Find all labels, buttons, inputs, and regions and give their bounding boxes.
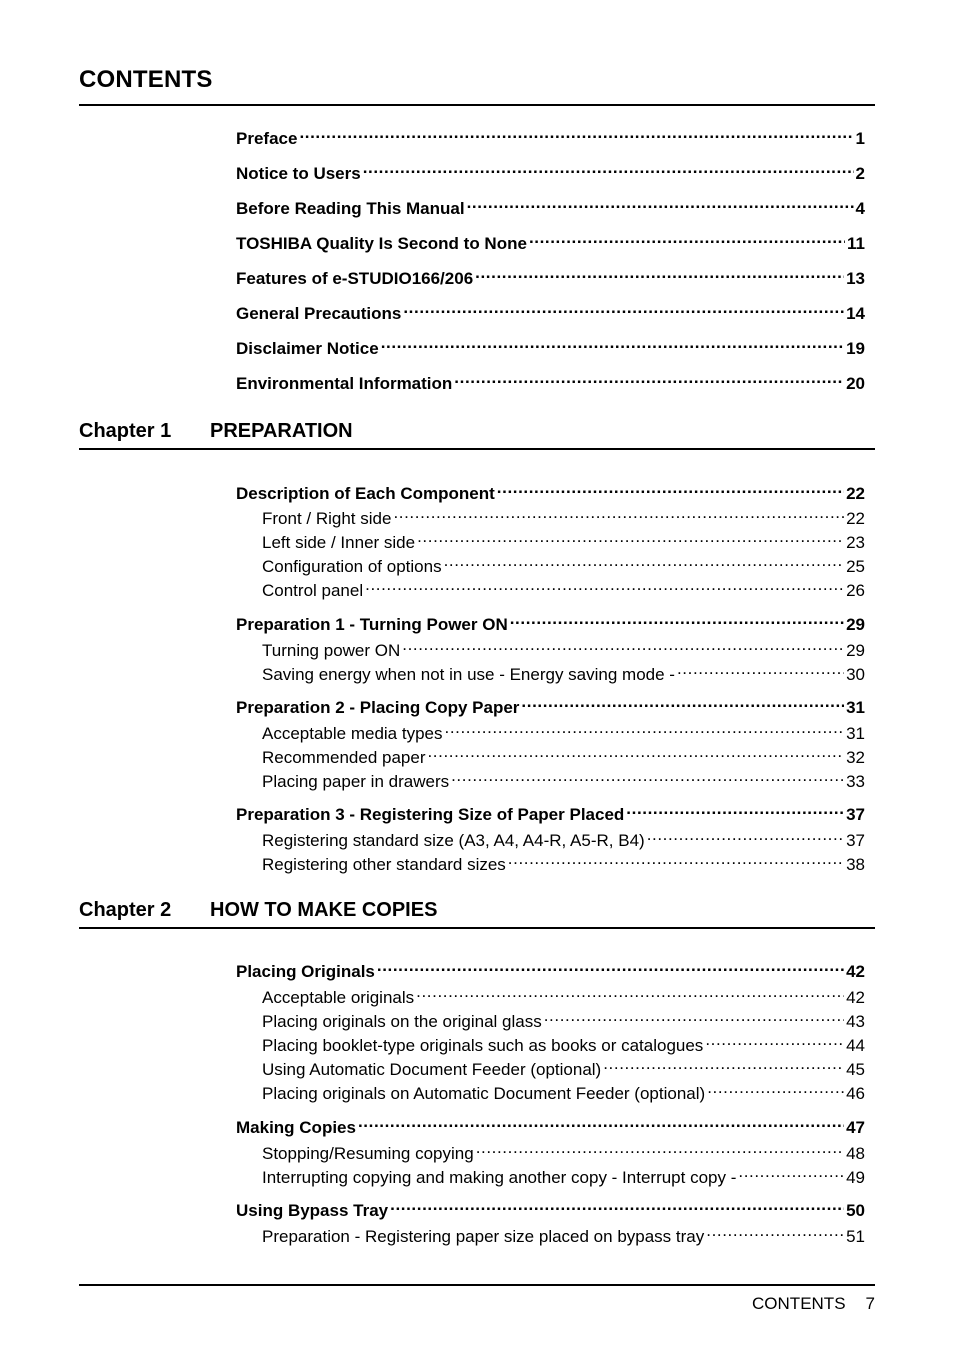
toc-item-page: 32: [846, 748, 865, 767]
toc-entry-page: 20: [846, 374, 865, 393]
toc-section[interactable]: [236, 798, 865, 824]
toc-section-page: 50: [846, 1201, 865, 1220]
toc-item-label: Configuration of options: [262, 557, 442, 576]
toc-entry-page: 19: [846, 339, 865, 358]
toc-entry-label: Before Reading This Manual: [236, 199, 465, 218]
toc-item-page: 30: [846, 665, 865, 684]
leader-dots: [677, 658, 844, 680]
leader-dots: [707, 1077, 844, 1099]
toc-entry[interactable]: [236, 227, 865, 253]
toc-entry-page: 13: [846, 269, 865, 288]
toc-item[interactable]: [262, 658, 865, 684]
toc-section-page: 42: [846, 962, 865, 981]
toc-item-page: 44: [846, 1036, 865, 1055]
toc-item-label: Acceptable media types: [262, 724, 443, 743]
leader-dots: [299, 122, 853, 144]
toc-entry-page: 2: [855, 164, 865, 183]
toc-item[interactable]: [262, 848, 865, 874]
leader-dots: [738, 1161, 844, 1183]
leader-dots: [403, 297, 844, 319]
toc-item-page: 43: [846, 1012, 865, 1031]
toc-item[interactable]: [262, 765, 865, 791]
toc-item-page: 23: [846, 533, 865, 552]
toc-item[interactable]: [262, 741, 865, 767]
toc-entry[interactable]: [236, 262, 865, 288]
toc-entry[interactable]: [236, 192, 865, 218]
chapter-name: PREPARATION: [210, 420, 353, 442]
toc-item[interactable]: [262, 526, 865, 552]
toc-item-label: Placing booklet-type originals such as books or catalogues: [262, 1036, 704, 1055]
toc-item-label: Acceptable originals: [262, 988, 415, 1007]
toc-entry-page: 1: [855, 129, 865, 148]
toc-item[interactable]: [262, 1005, 865, 1031]
toc-item-page: 38: [846, 855, 865, 874]
toc-item-page: 51: [846, 1227, 865, 1246]
toc-item-label: Placing originals on Automatic Document Feeder (optional): [262, 1084, 706, 1103]
toc-item-page: 33: [846, 772, 865, 791]
toc-item-label: Left side / Inner side: [262, 533, 416, 552]
chapter-name: HOW TO MAKE COPIES: [210, 899, 438, 921]
toc-entry-label: Features of e-STUDIO166/206: [236, 269, 474, 288]
toc-section-label: Preparation 3 - Registering Size of Paper Placed: [236, 805, 625, 824]
toc-item[interactable]: [262, 1029, 865, 1055]
leader-dots: [497, 477, 844, 499]
toc-item-page: 42: [846, 988, 865, 1007]
toc-entry-label: Environmental Information: [236, 374, 453, 393]
toc-item[interactable]: [262, 502, 865, 528]
toc-item-label: Interrupting copying and making another copy - Interrupt copy -: [262, 1168, 737, 1187]
toc-item-label: Placing originals on the original glass: [262, 1012, 542, 1031]
leader-dots: [363, 157, 854, 179]
leader-dots: [475, 262, 844, 284]
toc-item-page: 22: [846, 509, 865, 528]
toc-section-label: Description of Each Component: [236, 484, 495, 503]
toc-item[interactable]: [262, 1137, 865, 1163]
leader-dots: [508, 848, 844, 870]
toc-section-label: Preparation 1 - Turning Power ON: [236, 615, 508, 634]
toc-section-page: 22: [846, 484, 865, 503]
toc-item-page: 49: [846, 1168, 865, 1187]
toc-item-label: Stopping/Resuming copying: [262, 1144, 474, 1163]
leader-dots: [467, 192, 854, 214]
toc-item-label: Turning power ON: [262, 641, 401, 660]
page-footer: [752, 1294, 875, 1314]
leader-dots: [417, 526, 844, 548]
toc-item[interactable]: [262, 824, 865, 850]
toc-item-label: Placing paper in drawers: [262, 772, 450, 791]
toc-item-page: 29: [846, 641, 865, 660]
chapter-heading: [79, 899, 875, 925]
leader-dots: [521, 691, 844, 713]
toc-entry-label: Notice to Users: [236, 164, 361, 183]
leader-dots: [365, 574, 844, 596]
leader-dots: [377, 955, 844, 977]
leader-dots: [529, 227, 845, 249]
leader-dots: [705, 1029, 844, 1051]
toc-item-label: Preparation - Registering paper size placed on bypass tray: [262, 1227, 705, 1246]
toc-item[interactable]: [262, 981, 865, 1007]
leader-dots: [647, 824, 844, 846]
toc-section-page: 47: [846, 1118, 865, 1137]
footer-page-number: 7: [865, 1294, 875, 1313]
toc-section-label: Making Copies: [236, 1118, 356, 1137]
leader-dots: [510, 608, 844, 630]
toc-section[interactable]: [236, 608, 865, 634]
toc-entry-page: 11: [847, 234, 865, 253]
toc-item-label: Using Automatic Document Feeder (optional): [262, 1060, 602, 1079]
toc-entry-label: Disclaimer Notice: [236, 339, 379, 358]
leader-dots: [416, 981, 844, 1003]
leader-dots: [451, 765, 844, 787]
toc-item-label: Registering other standard sizes: [262, 855, 506, 874]
toc-entry-page: 14: [846, 304, 865, 323]
leader-dots: [603, 1053, 844, 1075]
leader-dots: [626, 798, 844, 820]
toc-item[interactable]: [262, 1077, 865, 1103]
chapter-divider: [79, 448, 875, 450]
chapter-divider: [79, 927, 875, 929]
toc-item[interactable]: [262, 717, 865, 743]
toc-item[interactable]: [262, 550, 865, 576]
leader-dots: [393, 502, 844, 524]
leader-dots: [402, 634, 844, 656]
toc-section[interactable]: [236, 955, 865, 981]
title-divider: [79, 104, 875, 106]
toc-item-page: 48: [846, 1144, 865, 1163]
toc-item-page: 37: [846, 831, 865, 850]
toc-section-page: 37: [846, 805, 865, 824]
toc-item-page: 46: [846, 1084, 865, 1103]
toc-entry-label: TOSHIBA Quality Is Second to None: [236, 234, 527, 253]
chapter-number: Chapter 2: [79, 899, 172, 921]
toc-entry[interactable]: [236, 157, 865, 183]
page-title: CONTENTS: [79, 66, 213, 93]
leader-dots: [444, 550, 845, 572]
toc-section[interactable]: [236, 691, 865, 717]
toc-section-label: Placing Originals: [236, 962, 375, 981]
leader-dots: [476, 1137, 844, 1159]
footer-label: CONTENTS: [752, 1294, 846, 1313]
toc-item-page: 31: [846, 724, 865, 743]
toc-entry[interactable]: [236, 367, 865, 393]
toc-section[interactable]: [236, 1111, 865, 1137]
leader-dots: [706, 1220, 844, 1242]
toc-item-label: Recommended paper: [262, 748, 426, 767]
toc-entry[interactable]: [236, 332, 865, 358]
leader-dots: [544, 1005, 844, 1027]
toc-entry[interactable]: [236, 297, 865, 323]
toc-entry-label: General Precautions: [236, 304, 402, 323]
toc-item-label: Control panel: [262, 581, 364, 600]
toc-item[interactable]: [262, 634, 865, 660]
leader-dots: [427, 741, 844, 763]
chapter-number: Chapter 1: [79, 420, 172, 442]
toc-entry-label: Preface: [236, 129, 298, 148]
toc-item[interactable]: [262, 1220, 865, 1246]
leader-dots: [381, 332, 844, 354]
leader-dots: [358, 1111, 844, 1133]
toc-item[interactable]: [262, 574, 865, 600]
leader-dots: [445, 717, 845, 739]
toc-section[interactable]: [236, 477, 865, 503]
toc-entry[interactable]: [236, 122, 865, 148]
toc-item-label: Registering standard size (A3, A4, A4-R, A5-R, B4): [262, 831, 645, 850]
toc-section-page: 31: [846, 698, 865, 717]
toc-item[interactable]: [262, 1053, 865, 1079]
toc-item-page: 45: [846, 1060, 865, 1079]
toc-section[interactable]: [236, 1194, 865, 1220]
toc-item-label: Front / Right side: [262, 509, 392, 528]
toc-item-label: Saving energy when not in use - Energy saving mode -: [262, 665, 675, 684]
footer-divider: [79, 1284, 875, 1286]
chapter-heading: [79, 420, 875, 446]
leader-dots: [390, 1194, 844, 1216]
toc-section-label: Preparation 2 - Placing Copy Paper: [236, 698, 520, 717]
toc-item-page: 25: [846, 557, 865, 576]
leader-dots: [454, 367, 844, 389]
toc-section-label: Using Bypass Tray: [236, 1201, 389, 1220]
toc-section-page: 29: [846, 615, 865, 634]
toc-item-page: 26: [846, 581, 865, 600]
toc-item[interactable]: [262, 1161, 865, 1187]
toc-entry-page: 4: [855, 199, 865, 218]
